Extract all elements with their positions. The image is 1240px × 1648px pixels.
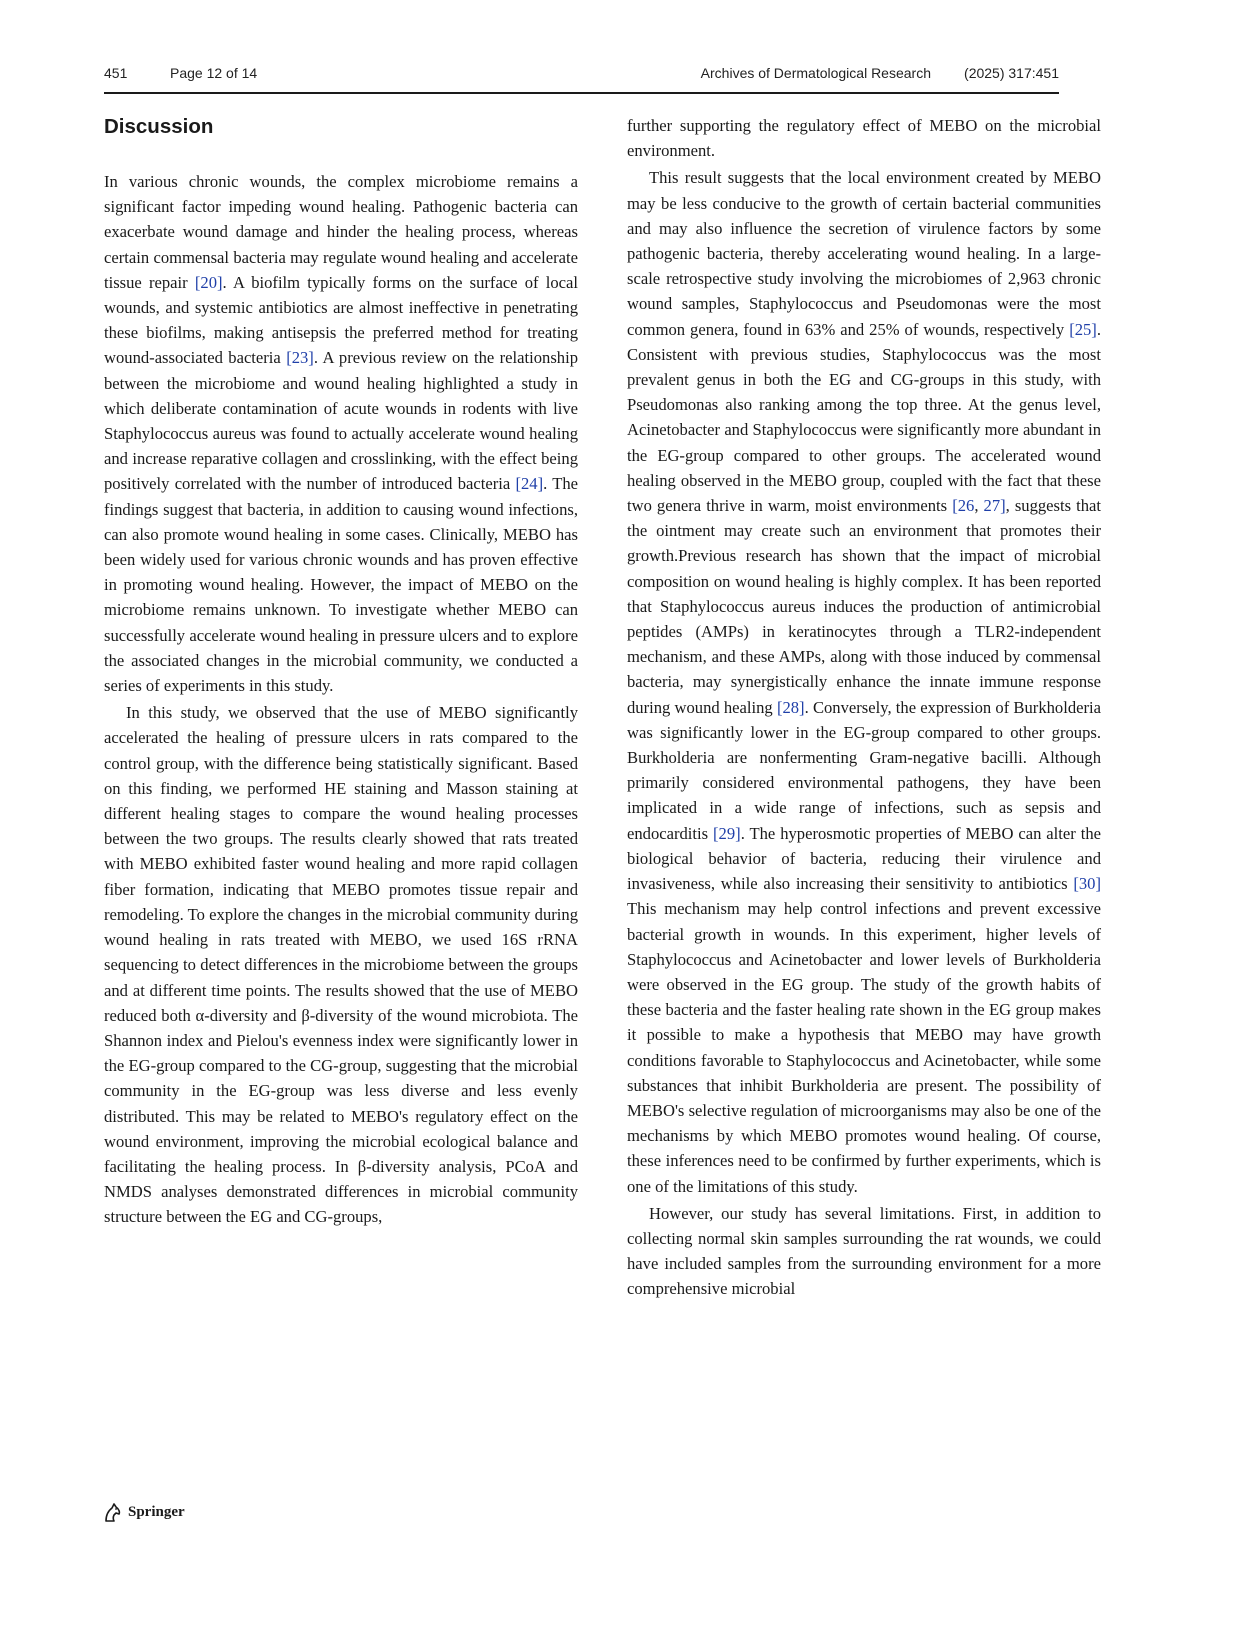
- paragraph-text: . The findings suggest that bacteria, in addition to causing wound infections, can also promote wound healing in some cases. Clinically, MEBO has been widely used for various chronic wounds and has proven effective in promoting wound healing. However, the impact of MEBO on the microbiome remains unknown. To investigate whether MEBO can successfully accelerate wound healing in pressure ulcers and to explore the associated changes in the microbial community, we conducted a series of experiments in this study.: [104, 474, 578, 696]
- citation-link[interactable]: [29]: [713, 823, 741, 843]
- section-title: Discussion: [104, 115, 214, 138]
- paragraph-text: This mechanism may help control infections and prevent excessive bacterial growth in wounds. In this experiment, higher levels of Staphylococcus and Acinetobacter and lower levels of Burkholderia were observed in the EG group. The study of the growth habits of these bacteria and the faster healing rate shown in the EG group makes it possible to make a hypothesis that MEBO may have growth conditions favorable to Staphylococcus and Acinetobacter, while some substances that inhibit Burkholderia are present. The possibility of MEBO's selective regulation of microorganisms may also be one of the mechanisms by which MEBO promotes wound healing. Of course, these inferences need to be confirmed by further experiments, which is one of the limitations of this study.: [627, 899, 1101, 1196]
- citation-link[interactable]: [26: [952, 496, 975, 516]
- citation-link[interactable]: [28]: [776, 697, 805, 717]
- header-citation: (2025) 317:451: [964, 65, 1059, 81]
- paragraph-text: . The hyperosmotic properties of MEBO can alter the biological behavior of bacteria, reducing their virulence and invasiveness, while also increasing their sensitivity to antibiotics: [627, 823, 1101, 894]
- header-page-count: Page 12 of 14: [170, 65, 258, 81]
- paragraph-text: ,: [974, 496, 984, 516]
- paragraph-text: , suggests that the ointment may create such an environment that promotes their growth.Previous research has shown that the impact of microbial composition on wound healing is highly complex. It has been reported that Staphylococcus aureus induces the production of antimicrobial peptides (AMPs) in keratinocytes through a TLR2-independent mechanism, and these AMPs, along with those induced by commensal bacteria, may synergistically enhance the innate immune response during wound healing: [627, 496, 1102, 717]
- header-page-number: 451: [104, 65, 128, 81]
- paragraph: further supporting the regulatory effect of MEBO on the microbial environment.: [627, 116, 1101, 161]
- paragraph: However, our study has several limitations. First, in addition to collecting normal skin samples surrounding the rat wounds, we could have included samples from the surrounding environment for a more comprehensive microbial: [627, 1203, 1101, 1299]
- paragraph-text: . Consistent with previous studies, Staphylococcus was the most prevalent genus in both the EG and CG-groups in this study, with Pseudomonas also ranking among the top three. At the genus level, Acinetobacter and Staphylococcus were significantly more abundant in the EG-group compared to other groups. The accelerated wound healing observed in the MEBO group, coupled with the fact that these two genera thrive in warm, moist environments: [627, 319, 1101, 516]
- paragraph-text: This result suggests that the local environment created by MEBO may be less conducive to the growth of certain bacterial communities and may also influence the secretion of virulence factors by some pathogenic bacteria, thereby accelerating wound healing. In a large-scale retrospective study involving the microbiomes of 2,963 chronic wound samples, Staphylococcus and Pseudomonas were the most common genera, found in 63% and 25% of wounds, respectively: [627, 168, 1101, 339]
- citation-link[interactable]: [23]: [286, 348, 314, 368]
- paragraph-text: . Conversely, the expression of Burkholderia was significantly lower in the EG-group compared to other groups. Burkholderia are nonfermenting Gram-negative bacilli. Although primarily considered environmental pathogens, they have been implicated in a wide range of infections, such as sepsis and endocarditis: [627, 697, 1101, 843]
- springer-horse-icon: [101, 1501, 123, 1523]
- citation-link[interactable]: [20]: [194, 272, 223, 292]
- citation-link[interactable]: [25]: [1069, 319, 1097, 339]
- running-header: [104, 62, 1059, 94]
- right-column: [627, 113, 1101, 1302]
- header-journal-name: Archives of Dermatological Research: [700, 65, 931, 81]
- publisher-footer: [101, 1500, 185, 1524]
- publisher-name: Springer: [128, 1503, 185, 1520]
- citation-link[interactable]: [24]: [515, 474, 544, 494]
- citation-link[interactable]: [30]: [1073, 874, 1101, 894]
- paragraph: [627, 165, 1101, 1198]
- paragraph: In this study, we observed that the use of MEBO significantly accelerated the healing of pressure ulcers in rats compared to the control group, with the difference being statistically significant. Based on this finding, we performed HE staining and Masson staining at different healing stages to compare the wound healing processes between the two groups. The results clearly showed that rats treated with MEBO exhibited faster wound healing and more rapid collagen fiber formation, indicating that MEBO promotes tissue repair and remodeling. To explore the changes in the microbial community during wound healing in rats treated with MEBO, we used 16S rRNA sequencing to detect differences in the microbiome between the groups and at different time points. The results showed that the use of MEBO reduced both α-diversity and β-diversity of the wound microbiota. The Shannon index and Pielou's evenness index were significantly lower in the EG-group compared to the CG-group, suggesting that the microbial community in the EG-group was less diverse and less evenly distributed. This may be related to MEBO's regulatory effect on the wound environment, improving the microbial ecological balance and facilitating the healing process. In β-diversity analysis, PCoA and NMDS analyses demonstrated differences in microbial community structure between the EG and CG-groups,: [104, 703, 578, 1227]
- paragraph-text: In various chronic wounds, the complex microbiome remains a significant factor impeding wound healing. Pathogenic bacteria can exacerbate wound damage and hinder the healing process, whereas certain commensal bacteria may regulate wound healing and accelerate tissue repair: [104, 172, 578, 292]
- citation-link[interactable]: 27]: [983, 496, 1006, 516]
- paragraph-text: . A previous review on the relationship between the microbiome and wound healing highlighted a study in which deliberate contamination of acute wounds in rodents with live Staphylococcus aureus was found to actually accelerate wound healing and increase reparative collagen and crosslinking, with the effect being positively correlated with the number of introduced bacteria: [104, 348, 579, 494]
- paragraph-text: . A biofilm typically forms on the surface of local wounds, and systemic antibiotics are almost ineffective in penetrating these biofilms, making antisepsis the preferred method for treating wound-associated bacteria: [104, 272, 578, 368]
- left-column: [104, 110, 578, 1230]
- paragraph: [104, 169, 578, 698]
